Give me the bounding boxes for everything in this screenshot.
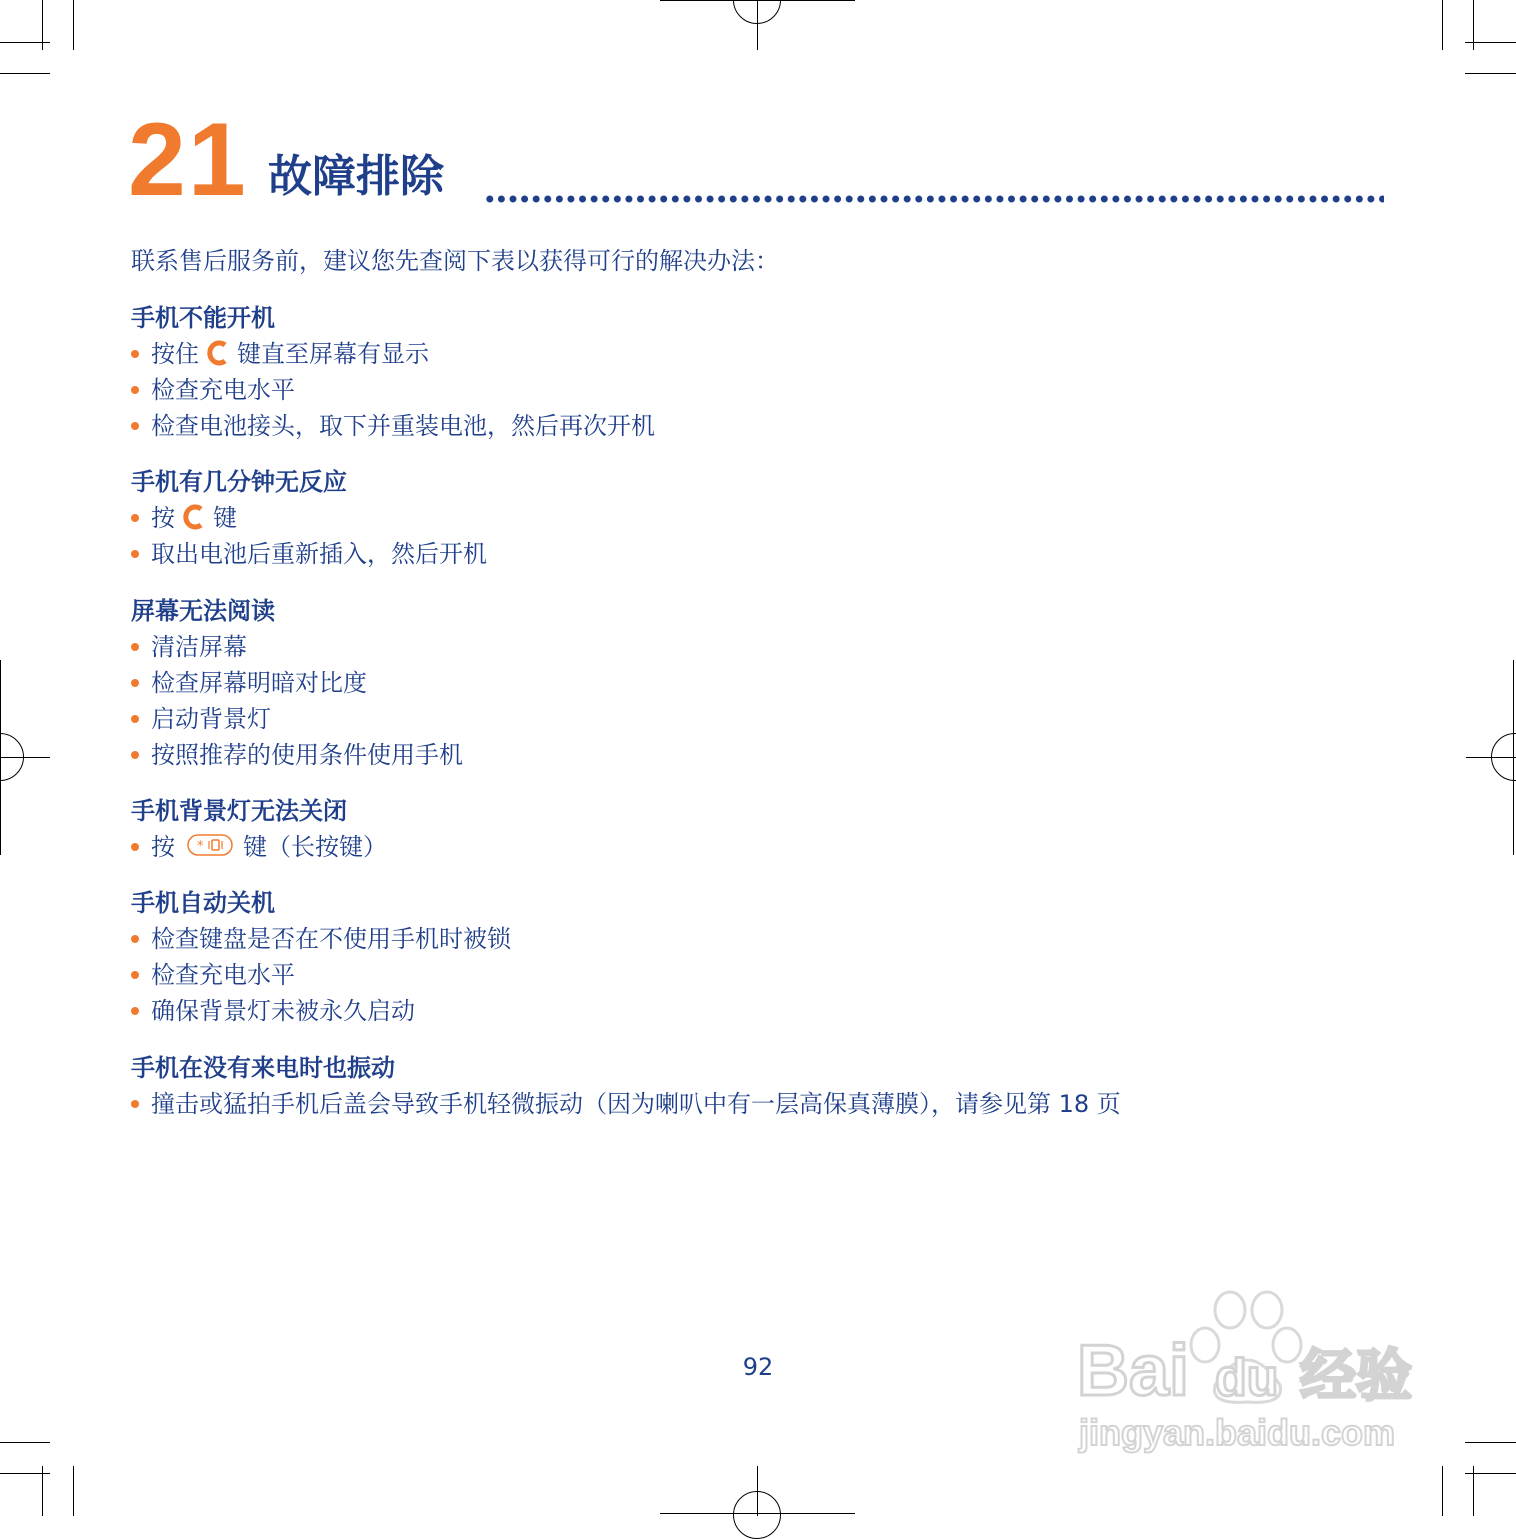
bullet-list	[131, 336, 655, 444]
section-heading: 手机有几分钟无反应	[131, 468, 347, 496]
item-text: 检查充电水平	[151, 376, 295, 404]
bullet-icon	[131, 386, 139, 394]
bullet-list	[131, 500, 487, 572]
bullet-list	[131, 629, 463, 773]
bullet-list	[131, 1086, 1121, 1122]
list-item	[131, 957, 511, 993]
section-screen-unreadable	[131, 593, 463, 773]
item-text: 检查键盘是否在不使用手机时被锁	[151, 925, 511, 953]
bullet-icon	[131, 935, 139, 943]
bullet-icon	[131, 679, 139, 687]
item-text: 清洁屏幕	[151, 633, 247, 661]
intro-text: 联系售后服务前，建议您先查阅下表以获得可行的解决办法：	[131, 247, 779, 275]
svg-text:经验: 经验	[1300, 1344, 1412, 1409]
list-item	[131, 701, 463, 737]
section-heading: 手机在没有来电时也振动	[131, 1054, 395, 1082]
list-item	[131, 665, 463, 701]
section-heading: 手机背景灯无法关闭	[131, 797, 347, 825]
chapter-heading	[128, 102, 1388, 218]
item-text: 检查屏幕明暗对比度	[151, 669, 367, 697]
section-auto-shutdown	[131, 885, 511, 1029]
list-item	[131, 737, 463, 773]
section-vibrates-without-call	[131, 1050, 1121, 1122]
item-text: 按照推荐的使用条件使用手机	[151, 741, 463, 769]
c-key-icon	[207, 340, 229, 366]
bullet-icon	[131, 751, 139, 759]
bullet-icon	[131, 843, 139, 851]
bullet-icon	[131, 550, 139, 558]
item-text: 键（长按键）	[243, 833, 387, 861]
list-item	[131, 1086, 1121, 1122]
list-item	[131, 629, 463, 665]
item-text: 按	[151, 504, 175, 532]
list-item	[131, 336, 655, 372]
section-backlight-wont-turn-off	[131, 793, 387, 865]
svg-text:Bai: Bai	[1077, 1331, 1190, 1411]
page-number: 92	[742, 1353, 774, 1381]
item-text: 按住	[151, 340, 199, 368]
list-item	[131, 993, 511, 1029]
item-text: 键直至屏幕有显示	[237, 340, 429, 368]
baidu-jingyan-watermark	[1075, 1290, 1425, 1460]
list-item	[131, 500, 487, 536]
item-text: 取出电池后重新插入，然后开机	[151, 540, 487, 568]
bullet-icon	[131, 422, 139, 430]
list-item	[131, 408, 655, 444]
section-heading: 屏幕无法阅读	[131, 597, 275, 625]
bullet-icon	[131, 971, 139, 979]
item-text: 键	[213, 504, 237, 532]
bullet-icon	[131, 1100, 139, 1108]
title-dot-leader	[484, 194, 1384, 204]
list-item	[131, 829, 387, 865]
list-item	[131, 536, 487, 572]
bullet-icon	[131, 643, 139, 651]
star-vibrate-key-icon	[187, 833, 233, 857]
bullet-list	[131, 921, 511, 1029]
item-text: 启动背景灯	[151, 705, 271, 733]
item-text: 撞击或猛拍手机后盖会导致手机轻微振动（因为喇叭中有一层高保真薄膜），请参见第 18 页	[151, 1090, 1121, 1118]
section-no-response	[131, 464, 487, 572]
section-phone-wont-turn-on	[131, 300, 655, 444]
list-item	[131, 921, 511, 957]
chapter-title	[268, 147, 444, 207]
svg-text:jingyan.baidu.com: jingyan.baidu.com	[1079, 1412, 1396, 1453]
item-text: 检查充电水平	[151, 961, 295, 989]
section-heading: 手机不能开机	[131, 304, 275, 332]
bullet-icon	[131, 1007, 139, 1015]
c-key-icon	[183, 504, 205, 530]
list-item	[131, 372, 655, 408]
item-text: 检查电池接头，取下并重装电池，然后再次开机	[151, 412, 655, 440]
item-text: 确保背景灯未被永久启动	[151, 997, 415, 1025]
bullet-icon	[131, 350, 139, 358]
section-heading: 手机自动关机	[131, 889, 275, 917]
bullet-list	[131, 829, 387, 865]
bullet-icon	[131, 514, 139, 522]
item-text: 按	[151, 833, 175, 861]
bullet-icon	[131, 715, 139, 723]
svg-text:du: du	[1215, 1349, 1279, 1407]
chapter-number: 21	[128, 102, 248, 218]
chapter-title-text: 故障排除	[268, 151, 444, 202]
svg-text:*: *	[197, 839, 204, 854]
